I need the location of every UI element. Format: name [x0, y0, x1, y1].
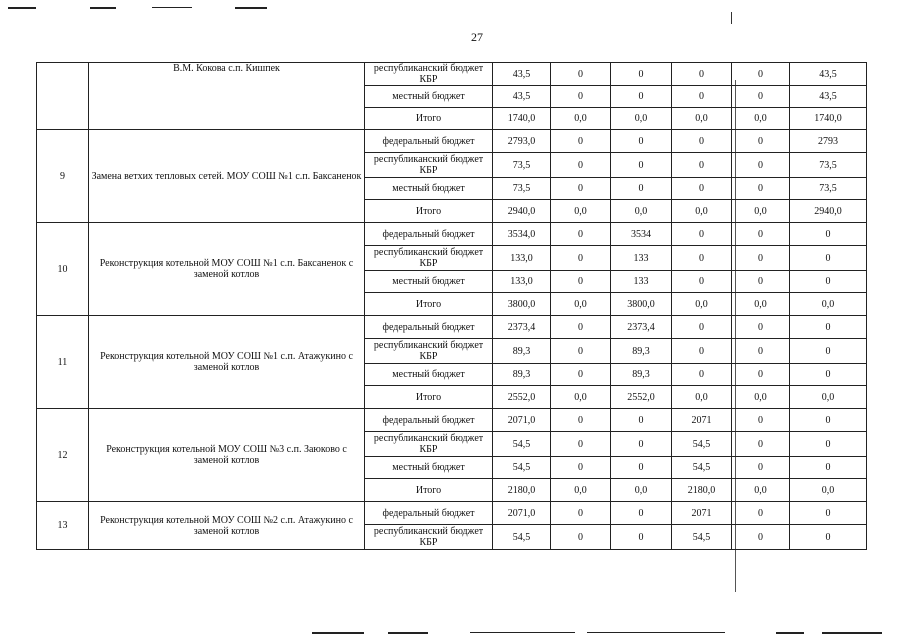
funding-source: Итого	[365, 108, 493, 130]
amount-total: 2373,4	[493, 316, 551, 339]
amount-c4: 0,0	[732, 386, 790, 409]
amount-total: 54,5	[493, 432, 551, 457]
amount-total: 2071,0	[493, 502, 551, 525]
table-row	[37, 316, 867, 339]
amount-c3: 2180,0	[672, 479, 732, 502]
scan-mark-top-4	[235, 7, 267, 9]
amount-c1: 0,0	[551, 108, 611, 130]
amount-c5: 0	[790, 339, 867, 364]
amount-total: 1740,0	[493, 108, 551, 130]
amount-c1: 0	[551, 178, 611, 200]
page-number: 27	[471, 30, 483, 44]
amount-c2: 133	[611, 271, 672, 293]
amount-c5: 43,5	[790, 63, 867, 86]
scan-mark-bottom-6	[822, 632, 882, 634]
amount-c3: 0	[672, 153, 732, 178]
amount-c3: 0,0	[672, 386, 732, 409]
amount-c5: 2940,0	[790, 200, 867, 223]
funding-source: Итого	[365, 386, 493, 409]
amount-c5: 0	[790, 502, 867, 525]
amount-c1: 0,0	[551, 479, 611, 502]
amount-c3: 0	[672, 339, 732, 364]
project-title: Реконструкция котельной МОУ СОШ №2 с.п. Атажукино с заменой котлов	[89, 502, 365, 550]
table-row	[37, 63, 867, 86]
amount-c3: 0	[672, 316, 732, 339]
amount-c4: 0	[732, 502, 790, 525]
amount-c5: 0	[790, 316, 867, 339]
row-index	[37, 63, 89, 130]
row-index: 13	[37, 502, 89, 550]
amount-c2: 2552,0	[611, 386, 672, 409]
amount-c3: 54,5	[672, 525, 732, 550]
amount-c5: 0	[790, 364, 867, 386]
amount-c4: 0	[732, 339, 790, 364]
funding-source: республиканский бюджет КБР	[365, 246, 493, 271]
amount-c4: 0,0	[732, 108, 790, 130]
amount-c4: 0	[732, 63, 790, 86]
amount-c4: 0	[732, 271, 790, 293]
amount-c4: 0	[732, 153, 790, 178]
amount-total: 73,5	[493, 153, 551, 178]
amount-total: 43,5	[493, 86, 551, 108]
amount-total: 2552,0	[493, 386, 551, 409]
funding-source: Итого	[365, 293, 493, 316]
scan-mark-top-3	[152, 7, 192, 8]
amount-c2: 89,3	[611, 364, 672, 386]
amount-c5: 0,0	[790, 479, 867, 502]
amount-c4: 0	[732, 316, 790, 339]
amount-c4: 0	[732, 432, 790, 457]
row-index: 10	[37, 223, 89, 316]
amount-c1: 0	[551, 457, 611, 479]
amount-total: 2180,0	[493, 479, 551, 502]
funding-source: местный бюджет	[365, 364, 493, 386]
funding-source: федеральный бюджет	[365, 316, 493, 339]
amount-c3: 0	[672, 364, 732, 386]
amount-c3: 0	[672, 63, 732, 86]
scan-mark-bottom-1	[312, 632, 364, 634]
amount-c2: 133	[611, 246, 672, 271]
amount-c1: 0	[551, 409, 611, 432]
amount-c1: 0	[551, 271, 611, 293]
amount-c5: 0	[790, 457, 867, 479]
amount-c5: 1740,0	[790, 108, 867, 130]
amount-c3: 0,0	[672, 293, 732, 316]
amount-total: 54,5	[493, 525, 551, 550]
amount-c2: 0,0	[611, 108, 672, 130]
amount-total: 89,3	[493, 339, 551, 364]
row-index: 11	[37, 316, 89, 409]
funding-source: Итого	[365, 200, 493, 223]
amount-c5: 2793	[790, 130, 867, 153]
amount-c1: 0,0	[551, 293, 611, 316]
amount-c5: 43,5	[790, 86, 867, 108]
scan-mark-bottom-5	[776, 632, 804, 634]
amount-c2: 0	[611, 525, 672, 550]
scan-mark-top-1	[8, 7, 36, 9]
amount-c4: 0	[732, 86, 790, 108]
amount-total: 2940,0	[493, 200, 551, 223]
funding-source: республиканский бюджет КБР	[365, 432, 493, 457]
amount-c1: 0	[551, 63, 611, 86]
table-row	[37, 223, 867, 246]
amount-c1: 0	[551, 316, 611, 339]
amount-c2: 89,3	[611, 339, 672, 364]
amount-c5: 0	[790, 525, 867, 550]
amount-c3: 0	[672, 86, 732, 108]
funding-source: местный бюджет	[365, 457, 493, 479]
amount-c4: 0	[732, 364, 790, 386]
amount-total: 133,0	[493, 246, 551, 271]
funding-source: республиканский бюджет КБР	[365, 153, 493, 178]
table-row	[37, 409, 867, 432]
project-title: Реконструкция котельной МОУ СОШ №3 с.п. Заюково с заменой котлов	[89, 409, 365, 502]
amount-c2: 3800,0	[611, 293, 672, 316]
project-title: Замена ветхих тепловых сетей. МОУ СОШ №1 с.п. Баксаненок	[89, 130, 365, 223]
amount-c5: 0,0	[790, 293, 867, 316]
amount-c4: 0	[732, 409, 790, 432]
amount-c3: 2071	[672, 409, 732, 432]
amount-c1: 0	[551, 246, 611, 271]
amount-c4: 0	[732, 178, 790, 200]
funding-source: федеральный бюджет	[365, 409, 493, 432]
amount-c5: 0,0	[790, 386, 867, 409]
scan-mark-bottom-3	[470, 632, 575, 633]
row-index: 9	[37, 130, 89, 223]
amount-c5: 0	[790, 409, 867, 432]
amount-c3: 0	[672, 130, 732, 153]
amount-c3: 54,5	[672, 432, 732, 457]
amount-c1: 0	[551, 223, 611, 246]
amount-c2: 0	[611, 178, 672, 200]
funding-source: Итого	[365, 479, 493, 502]
amount-c1: 0,0	[551, 200, 611, 223]
amount-total: 54,5	[493, 457, 551, 479]
amount-c2: 0	[611, 86, 672, 108]
amount-c1: 0	[551, 364, 611, 386]
amount-c1: 0	[551, 130, 611, 153]
funding-source: местный бюджет	[365, 178, 493, 200]
amount-c5: 73,5	[790, 178, 867, 200]
scan-mark-bottom-2	[388, 632, 428, 634]
table-row	[37, 502, 867, 525]
table-row	[37, 130, 867, 153]
amount-c4: 0,0	[732, 479, 790, 502]
amount-c2: 0	[611, 153, 672, 178]
project-title: Реконструкция котельной МОУ СОШ №1 с.п. Атажукино с заменой котлов	[89, 316, 365, 409]
amount-c3: 2071	[672, 502, 732, 525]
amount-c3: 0	[672, 223, 732, 246]
amount-c5: 0	[790, 246, 867, 271]
amount-c4: 0	[732, 130, 790, 153]
row-index: 12	[37, 409, 89, 502]
amount-total: 2071,0	[493, 409, 551, 432]
project-title: Реконструкция котельной МОУ СОШ №1 с.п. Баксаненок с заменой котлов	[89, 223, 365, 316]
amount-c4: 0	[732, 223, 790, 246]
funding-source: федеральный бюджет	[365, 223, 493, 246]
funding-source: республиканский бюджет КБР	[365, 63, 493, 86]
amount-c2: 3534	[611, 223, 672, 246]
amount-c4: 0	[732, 246, 790, 271]
amount-c4: 0,0	[732, 200, 790, 223]
funding-source: местный бюджет	[365, 271, 493, 293]
funding-source: республиканский бюджет КБР	[365, 339, 493, 364]
amount-c4: 0	[732, 525, 790, 550]
amount-c3: 0,0	[672, 108, 732, 130]
amount-c3: 54,5	[672, 457, 732, 479]
amount-c3: 0	[672, 271, 732, 293]
amount-c1: 0	[551, 525, 611, 550]
amount-c2: 2373,4	[611, 316, 672, 339]
amount-total: 73,5	[493, 178, 551, 200]
project-title: В.М. Кокова с.п. Кишпек	[89, 63, 365, 130]
scan-mark-top-2	[90, 7, 116, 9]
amount-c1: 0	[551, 432, 611, 457]
budget-table	[36, 62, 867, 550]
amount-c1: 0,0	[551, 386, 611, 409]
amount-total: 3800,0	[493, 293, 551, 316]
amount-c2: 0	[611, 409, 672, 432]
funding-source: местный бюджет	[365, 86, 493, 108]
amount-c5: 0	[790, 271, 867, 293]
amount-total: 89,3	[493, 364, 551, 386]
funding-source: федеральный бюджет	[365, 502, 493, 525]
amount-c3: 0	[672, 246, 732, 271]
amount-c3: 0,0	[672, 200, 732, 223]
scan-mark-right	[731, 12, 732, 24]
amount-c4: 0	[732, 457, 790, 479]
amount-c2: 0	[611, 457, 672, 479]
amount-c1: 0	[551, 86, 611, 108]
amount-c2: 0	[611, 432, 672, 457]
amount-c2: 0	[611, 502, 672, 525]
amount-c5: 0	[790, 432, 867, 457]
amount-c4: 0,0	[732, 293, 790, 316]
amount-c1: 0	[551, 339, 611, 364]
amount-total: 43,5	[493, 63, 551, 86]
amount-total: 3534,0	[493, 223, 551, 246]
amount-c1: 0	[551, 502, 611, 525]
amount-c1: 0	[551, 153, 611, 178]
amount-c2: 0	[611, 130, 672, 153]
amount-c5: 73,5	[790, 153, 867, 178]
amount-c2: 0	[611, 63, 672, 86]
amount-c3: 0	[672, 178, 732, 200]
amount-c2: 0,0	[611, 200, 672, 223]
amount-c5: 0	[790, 223, 867, 246]
funding-source: республиканский бюджет КБР	[365, 525, 493, 550]
amount-total: 2793,0	[493, 130, 551, 153]
amount-c2: 0,0	[611, 479, 672, 502]
funding-source: федеральный бюджет	[365, 130, 493, 153]
scan-mark-bottom-4	[587, 632, 725, 633]
amount-total: 133,0	[493, 271, 551, 293]
